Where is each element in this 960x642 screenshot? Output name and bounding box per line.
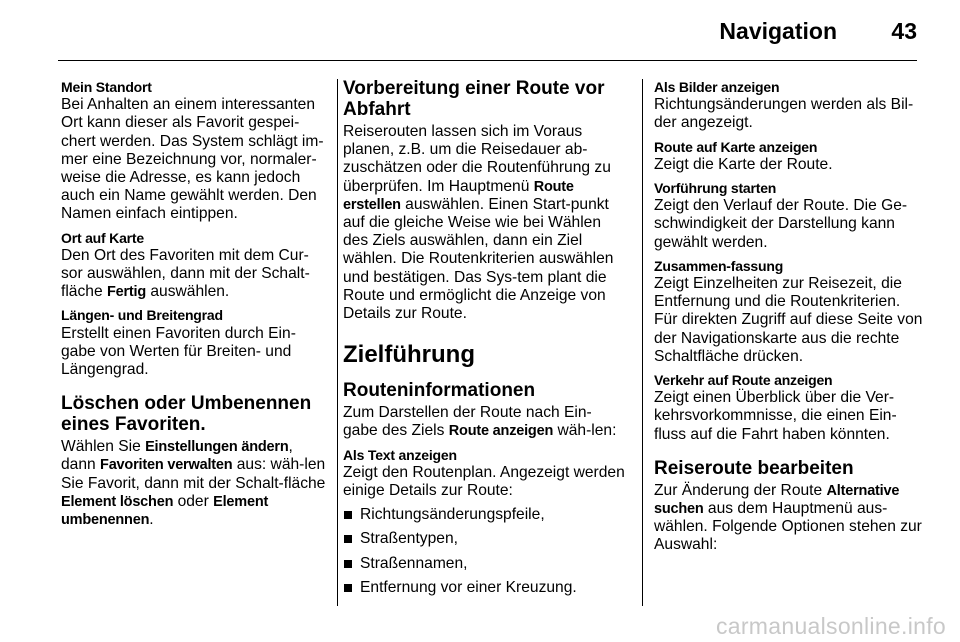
paragraph: Bei Anhalten an einem interessanten Ort kann dieser als Favorit gespei-chert werden. Das System schlägt im-mer eine Bezeichnung vor, normaler-weise die Adresse, es kann jedoch auch ein Name gewählt werden. Den Namen einfach eintippen. xyxy=(61,96,324,223)
bullet-icon xyxy=(344,535,352,543)
watermark: carmanualsonline.info xyxy=(715,613,946,639)
paragraph: Reiserouten lassen sich im Voraus planen, z.B. um die Reisedauer ab-zuschätzen oder die Routenführung zu überprüfen. Im Hauptmenü Route erstellen auswählen. Einen Start-punkt auf die gleiche Weise wie bei Wählen des Ziels auswählen, dann ein Ziel wählen. Die Routenkriterien auswählen und bestätigen. Das Sys-tem plant die Route und ermöglicht die Anzeige von Details zur Route. xyxy=(343,123,614,323)
column-divider xyxy=(337,79,338,606)
column-right xyxy=(654,78,924,560)
section-heading: Vorbereitung einer Route vor Abfahrt xyxy=(343,78,605,120)
page-title: Navigation xyxy=(719,18,837,44)
column-divider xyxy=(642,79,643,606)
paragraph: Zeigt Einzelheiten zur Reisezeit, die Entfernung und die Routenkriterien. Für direkten Zugriff auf diese Seite von der Navigationskarte aus die rechte Schaltfläche drücken. xyxy=(654,275,923,365)
paragraph: Zur Änderung der Route Alternative suchen aus dem Hauptmenü aus-wählen. Folgende Optionen stehen zur Auswahl: xyxy=(654,481,922,554)
list-item: Straßentypen, xyxy=(343,530,625,548)
paragraph: Zeigt die Karte der Route. xyxy=(654,155,833,173)
paragraph: Wählen Sie Einstellungen ändern, dann Favoriten verwalten aus: wäh-len Sie Favorit, dann mit der Schalt-fläche Element löschen oder Element umbenennen. xyxy=(61,438,326,529)
ui-keyword: Einstellungen ändern xyxy=(145,439,289,456)
ui-keyword: Favoriten verwalten xyxy=(100,457,233,474)
section-label: Als Bilder anzeigen xyxy=(654,79,780,95)
list-item: Entfernung vor einer Kreuzung. xyxy=(343,579,625,597)
ui-keyword: Alternative suchen xyxy=(654,482,900,518)
list-item: Straßennamen, xyxy=(343,555,625,573)
section-label: Ort auf Karte xyxy=(61,229,144,246)
section-heading: Routeninformationen xyxy=(343,380,536,402)
column-left xyxy=(61,78,329,534)
page-header xyxy=(58,0,917,61)
section-label: Vorführung starten xyxy=(654,180,777,197)
ui-keyword: Element umbenennen xyxy=(61,493,269,529)
ui-keyword: Route erstellen xyxy=(343,178,574,213)
paragraph: Zeigt den Verlauf der Route. Die Ge-schwindigkeit der Darstellung kann gewählt werden. xyxy=(654,197,908,251)
page-number: 43 xyxy=(891,18,917,44)
bullet-icon xyxy=(344,511,352,519)
ui-keyword: Element löschen xyxy=(61,493,174,510)
section-label: Mein Standort xyxy=(61,79,152,95)
paragraph: Erstellt einen Favoriten durch Ein-gabe von Werten für Breiten- und Längengrad. xyxy=(61,324,296,379)
ui-keyword: Fertig xyxy=(106,284,147,301)
paragraph: Zeigt einen Überblick über die Ver-kehrsvorkommnisse, die einen Ein-fluss auf die Fahrt haben könnten. xyxy=(654,389,897,443)
section-label: Zusammen-fassung xyxy=(654,257,784,274)
chapter-heading: Zielführung xyxy=(343,341,475,369)
paragraph: Zeigt den Routenplan. Angezeigt werden einige Details zur Route: xyxy=(343,463,625,500)
bullet-icon xyxy=(344,584,352,592)
list-item: Richtungsänderungspfeile, xyxy=(343,506,625,524)
ui-keyword: Route anzeigen xyxy=(448,423,554,440)
paragraph: Richtungsänderungen werden als Bil-der angezeigt. xyxy=(654,96,914,132)
section-label: Verkehr auf Route anzeigen xyxy=(654,372,833,389)
section-label: Längen- und Breitengrad xyxy=(61,307,223,324)
section-label: Als Text anzeigen xyxy=(343,446,457,463)
paragraph: Zum Darstellen der Route nach Ein-gabe des Ziels Route anzeigen wäh-len: xyxy=(343,404,617,440)
column-middle xyxy=(343,78,625,603)
bullet-icon xyxy=(344,560,352,568)
paragraph: Den Ort des Favoriten mit dem Cur-sor auswählen, dann mit der Schalt-fläche Fertig auswählen. xyxy=(61,246,310,301)
section-label: Route auf Karte anzeigen xyxy=(654,138,818,155)
section-heading: Löschen oder Umbenennen eines Favoriten. xyxy=(61,393,312,436)
section-heading: Reiseroute bearbeiten xyxy=(654,457,854,479)
bullet-list xyxy=(343,506,625,597)
